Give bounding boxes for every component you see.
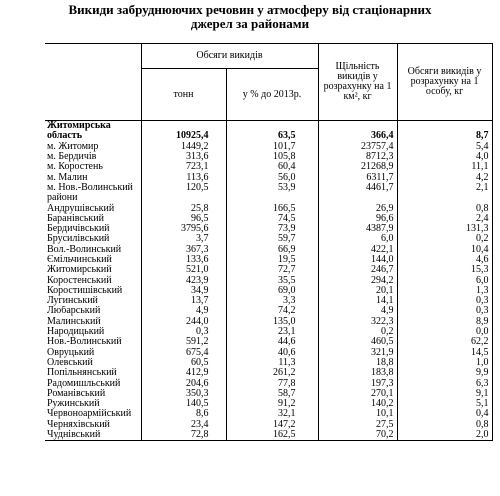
row-density: 26,9 bbox=[318, 203, 397, 213]
row-per-capita: 6,0 bbox=[397, 275, 492, 285]
row-density: 27,5 bbox=[318, 420, 397, 430]
row-density: 23757,4 bbox=[318, 142, 397, 152]
row-density: 6311,7 bbox=[318, 172, 397, 182]
total-tons: 10925,4 bbox=[141, 131, 226, 141]
row-density: 144,0 bbox=[318, 255, 397, 265]
row-percent: 40,6 bbox=[226, 348, 318, 358]
row-name: Олевський bbox=[45, 358, 141, 368]
row-name: Нов.-Волинський bbox=[45, 337, 141, 347]
row-percent: 74,5 bbox=[226, 214, 318, 224]
row-percent: 69,0 bbox=[226, 286, 318, 296]
table-row bbox=[45, 306, 492, 316]
row-tons: 96,5 bbox=[141, 214, 226, 224]
row-percent: 66,9 bbox=[226, 245, 318, 255]
row-name: м. Нов.-Волинський bbox=[45, 183, 141, 193]
row-percent: 59,7 bbox=[226, 234, 318, 244]
total-per-capita: 8,7 bbox=[397, 131, 492, 141]
table-row bbox=[45, 399, 492, 409]
row-tons: 675,4 bbox=[141, 348, 226, 358]
title-line-1: Викиди забруднюючих речовин у атмосферу від стаціонарних bbox=[68, 2, 432, 17]
row-name: Коростишівський bbox=[45, 286, 141, 296]
header-tons: тонн bbox=[141, 69, 226, 121]
row-percent: 35,5 bbox=[226, 275, 318, 285]
row-name: Любарський bbox=[45, 306, 141, 316]
row-name: м. Малин bbox=[45, 172, 141, 182]
total-percent: 63,5 bbox=[226, 131, 318, 141]
row-name: м. Житомир bbox=[45, 142, 141, 152]
row-per-capita: 9,1 bbox=[397, 389, 492, 399]
row-percent: 72,7 bbox=[226, 265, 318, 275]
table-row bbox=[45, 245, 492, 255]
row-per-capita: 2,4 bbox=[397, 214, 492, 224]
row-per-capita: 6,3 bbox=[397, 378, 492, 388]
row-percent: 58,7 bbox=[226, 389, 318, 399]
table-row bbox=[45, 409, 492, 419]
row-density: 96,6 bbox=[318, 214, 397, 224]
table-row bbox=[45, 265, 492, 275]
header-density: Щільність викидів у розрахунку на 1 км², кг bbox=[318, 44, 397, 121]
table-row bbox=[45, 327, 492, 337]
table-row bbox=[45, 420, 492, 430]
row-density: 460,5 bbox=[318, 337, 397, 347]
row-tons: 0,3 bbox=[141, 327, 226, 337]
row-name: Андрушівський bbox=[45, 203, 141, 213]
row-name: Овруцький bbox=[45, 348, 141, 358]
row-percent: 53,9 bbox=[226, 183, 318, 193]
row-name: Житомирський bbox=[45, 265, 141, 275]
row-percent: 60,4 bbox=[226, 162, 318, 172]
row-per-capita: 4,6 bbox=[397, 255, 492, 265]
row-percent: 19,5 bbox=[226, 255, 318, 265]
row-tons: 350,3 bbox=[141, 389, 226, 399]
table-row bbox=[45, 224, 492, 234]
row-tons: 723,1 bbox=[141, 162, 226, 172]
title-line-2: джерел за районами bbox=[190, 16, 310, 31]
header-stub bbox=[45, 44, 141, 121]
row-tons: 113,6 bbox=[141, 172, 226, 182]
row-tons: 72,8 bbox=[141, 430, 226, 441]
row-name: Коростенський bbox=[45, 275, 141, 285]
row-per-capita: 5,4 bbox=[397, 142, 492, 152]
row-per-capita: 1,0 bbox=[397, 358, 492, 368]
table-row bbox=[45, 234, 492, 244]
row-name: Романівський bbox=[45, 389, 141, 399]
header-per-capita: Обсяги викидів у розрахунку на 1 особу, кг bbox=[397, 44, 492, 121]
row-density: 183,8 bbox=[318, 368, 397, 378]
row-per-capita: 8,9 bbox=[397, 317, 492, 327]
total-name: область bbox=[45, 131, 141, 141]
row-percent: 74,2 bbox=[226, 306, 318, 316]
table-row bbox=[45, 317, 492, 327]
row-name: Вол.-Волинський bbox=[45, 245, 141, 255]
row-per-capita: 0,4 bbox=[397, 409, 492, 419]
table-row bbox=[45, 358, 492, 368]
row-per-capita: 0,8 bbox=[397, 203, 492, 213]
row-per-capita: 0,8 bbox=[397, 420, 492, 430]
row-percent: 261,2 bbox=[226, 368, 318, 378]
row-tons: 23,4 bbox=[141, 420, 226, 430]
row-tons: 204,6 bbox=[141, 378, 226, 388]
row-name: Черняхівський bbox=[45, 420, 141, 430]
row-name: Ружинський bbox=[45, 399, 141, 409]
row-percent bbox=[226, 193, 318, 203]
row-percent: 166,5 bbox=[226, 203, 318, 213]
row-tons: 120,5 bbox=[141, 183, 226, 193]
row-density: 10,1 bbox=[318, 409, 397, 419]
row-percent: 135,0 bbox=[226, 317, 318, 327]
header-percent: у % до 2013р. bbox=[226, 69, 318, 121]
row-tons: 34,9 bbox=[141, 286, 226, 296]
row-tons: 244,0 bbox=[141, 317, 226, 327]
row-per-capita: 0,3 bbox=[397, 306, 492, 316]
row-percent: 91,2 bbox=[226, 399, 318, 409]
row-name: Червоноармійський bbox=[45, 409, 141, 419]
row-density: 197,3 bbox=[318, 378, 397, 388]
row-tons: 4,9 bbox=[141, 306, 226, 316]
row-per-capita: 2,0 bbox=[397, 430, 492, 441]
row-per-capita: 10,4 bbox=[397, 245, 492, 255]
table-row bbox=[45, 348, 492, 358]
table-row bbox=[45, 286, 492, 296]
row-per-capita: 4,0 bbox=[397, 152, 492, 162]
table-row bbox=[45, 389, 492, 399]
row-tons: 591,2 bbox=[141, 337, 226, 347]
row-tons: 25,8 bbox=[141, 203, 226, 213]
row-density: 6,0 bbox=[318, 234, 397, 244]
row-name: Лугинський bbox=[45, 296, 141, 306]
row-density: 322,3 bbox=[318, 317, 397, 327]
row-density: 21268,9 bbox=[318, 162, 397, 172]
region-label-row bbox=[45, 121, 492, 132]
region-label: Житомирська bbox=[45, 121, 141, 132]
row-density: 14,1 bbox=[318, 296, 397, 306]
table-row bbox=[45, 172, 492, 182]
row-per-capita: 1,3 bbox=[397, 286, 492, 296]
row-name: Народицький bbox=[45, 327, 141, 337]
row-density: 18,8 bbox=[318, 358, 397, 368]
table-row bbox=[45, 275, 492, 285]
row-per-capita: 9,9 bbox=[397, 368, 492, 378]
row-percent: 101,7 bbox=[226, 142, 318, 152]
row-percent: 162,5 bbox=[226, 430, 318, 441]
row-name: Малинський bbox=[45, 317, 141, 327]
row-density: 4387,9 bbox=[318, 224, 397, 234]
row-percent: 3,3 bbox=[226, 296, 318, 306]
row-tons: 13,7 bbox=[141, 296, 226, 306]
emissions-table bbox=[45, 43, 493, 441]
row-density: 246,7 bbox=[318, 265, 397, 275]
row-per-capita: 11,1 bbox=[397, 162, 492, 172]
row-tons: 3795,6 bbox=[141, 224, 226, 234]
row-per-capita: 2,1 bbox=[397, 183, 492, 193]
row-density: 270,1 bbox=[318, 389, 397, 399]
table-row bbox=[45, 296, 492, 306]
row-percent: 77,8 bbox=[226, 378, 318, 388]
row-per-capita: 5,1 bbox=[397, 399, 492, 409]
table-row bbox=[45, 430, 492, 441]
table-row bbox=[45, 214, 492, 224]
header-volume: Обсяги викидів bbox=[141, 44, 318, 69]
row-percent: 32,1 bbox=[226, 409, 318, 419]
row-density: 70,2 bbox=[318, 430, 397, 441]
row-tons: 1449,2 bbox=[141, 142, 226, 152]
row-per-capita: 0,2 bbox=[397, 234, 492, 244]
row-tons: 521,0 bbox=[141, 265, 226, 275]
row-density: 4461,7 bbox=[318, 183, 397, 193]
row-tons: 423,9 bbox=[141, 275, 226, 285]
row-per-capita: 0,0 bbox=[397, 327, 492, 337]
row-density: 321,9 bbox=[318, 348, 397, 358]
row-percent: 23,1 bbox=[226, 327, 318, 337]
row-name: райони bbox=[45, 193, 141, 203]
row-percent: 11,3 bbox=[226, 358, 318, 368]
row-tons: 367,3 bbox=[141, 245, 226, 255]
row-density: 140,2 bbox=[318, 399, 397, 409]
row-name: м. Бердичів bbox=[45, 152, 141, 162]
row-per-capita: 131,3 bbox=[397, 224, 492, 234]
row-density: 0,2 bbox=[318, 327, 397, 337]
row-percent: 147,2 bbox=[226, 420, 318, 430]
row-per-capita: 62,2 bbox=[397, 337, 492, 347]
row-density: 294,2 bbox=[318, 275, 397, 285]
row-name: Ємільчинський bbox=[45, 255, 141, 265]
row-tons bbox=[141, 193, 226, 203]
row-name: Баранівський bbox=[45, 214, 141, 224]
row-per-capita: 4,2 bbox=[397, 172, 492, 182]
row-per-capita: 0,3 bbox=[397, 296, 492, 306]
table-row bbox=[45, 162, 492, 172]
row-density bbox=[318, 193, 397, 203]
row-percent: 44,6 bbox=[226, 337, 318, 347]
table-row bbox=[45, 378, 492, 388]
row-tons: 412,9 bbox=[141, 368, 226, 378]
row-tons: 313,6 bbox=[141, 152, 226, 162]
row-tons: 133,6 bbox=[141, 255, 226, 265]
row-density: 20,1 bbox=[318, 286, 397, 296]
row-per-capita: 15,3 bbox=[397, 265, 492, 275]
row-name: Брусилівський bbox=[45, 234, 141, 244]
total-density: 366,4 bbox=[318, 131, 397, 141]
row-density: 422,1 bbox=[318, 245, 397, 255]
row-tons: 60,5 bbox=[141, 358, 226, 368]
table-row bbox=[45, 203, 492, 213]
row-tons: 8,6 bbox=[141, 409, 226, 419]
row-per-capita bbox=[397, 193, 492, 203]
table-row bbox=[45, 337, 492, 347]
row-per-capita: 14,5 bbox=[397, 348, 492, 358]
row-density: 8712,3 bbox=[318, 152, 397, 162]
row-name: Чуднівський bbox=[45, 430, 141, 441]
total-row bbox=[45, 131, 492, 141]
row-percent: 105,8 bbox=[226, 152, 318, 162]
row-tons: 3,7 bbox=[141, 234, 226, 244]
row-percent: 56,0 bbox=[226, 172, 318, 182]
row-name: Бердичівський bbox=[45, 224, 141, 234]
table-row bbox=[45, 255, 492, 265]
table-title bbox=[0, 3, 500, 31]
row-density: 4,9 bbox=[318, 306, 397, 316]
row-percent: 73,9 bbox=[226, 224, 318, 234]
row-name: Попільнянський bbox=[45, 368, 141, 378]
row-name: Радомишльський bbox=[45, 378, 141, 388]
table-row bbox=[45, 183, 492, 193]
row-tons: 140,5 bbox=[141, 399, 226, 409]
table-row bbox=[45, 142, 492, 152]
table-row bbox=[45, 152, 492, 162]
row-name: м. Коростень bbox=[45, 162, 141, 172]
table-row bbox=[45, 193, 492, 203]
table-row bbox=[45, 368, 492, 378]
